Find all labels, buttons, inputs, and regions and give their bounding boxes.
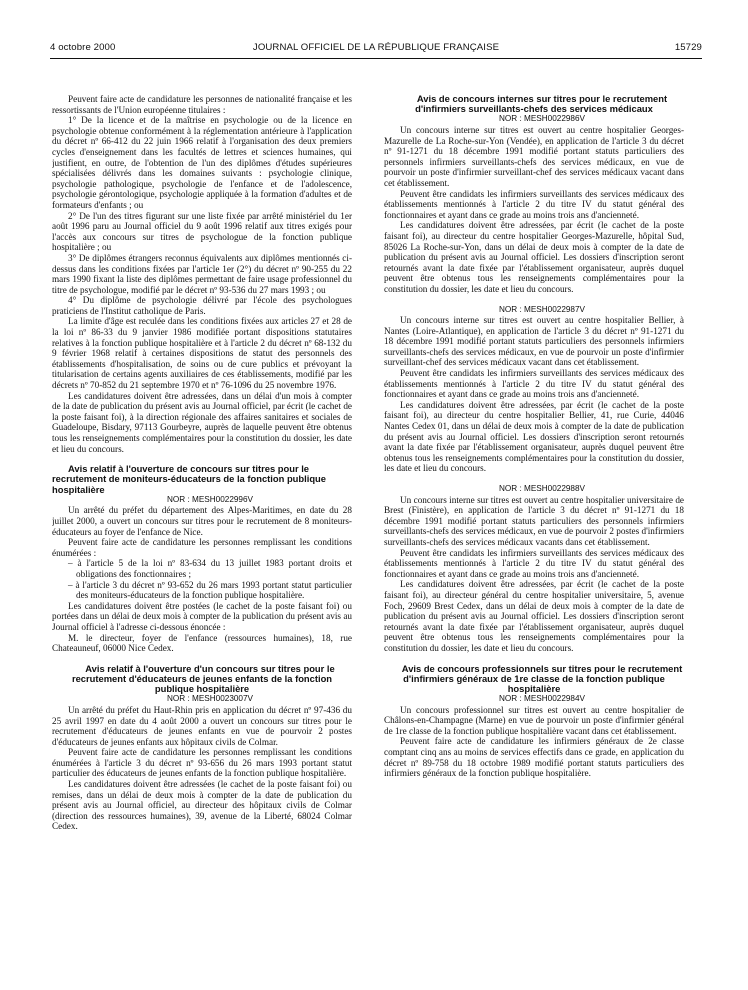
notice-title: Avis de concours internes sur titres pour le recrutement d'infirmiers surveillants-chefs des services médicaux	[415, 94, 668, 115]
header-date: 4 octobre 2000	[50, 42, 116, 53]
notice-title: Avis relatif à l'ouverture de concours sur titres pour le recrutement de moniteurs-éducateurs de la fonction publique hospitalière	[52, 463, 326, 495]
paragraph: La limite d'âge est reculée dans les conditions fixées aux articles 27 et 28 de la loi nº 86-33 du 9 janvier 1986 modifiée portant dispositions statutaires relatives à la fonction publique hospitalière et à l'article 2 du décret nº 68-132 du 9 février 1968 relatif à certaines dispositions de statut des personnels des établissements d'hospitalisation, de soins ou de cure publics et prévoyant la titularisation de certains agents auxiliaires de ces établissements, modifié par les décrets nº 70-852 du 21 septembre 1970 et nº 76-1096 du 25 novembre 1976.	[52, 316, 352, 391]
nor-reference: NOR : MESH0022984V	[498, 694, 585, 704]
list-item: – à l'article 5 de la loi nº 83-634 du 13 juillet 1983 portant droits et obligations des fonctionnaires ;	[68, 558, 352, 579]
header-rule	[50, 58, 702, 59]
paragraph: 1° De la licence et de la maîtrise en psychologie ou de la licence en psychologie obtenue conformément à la réglementation antérieure à l'application du décret nº 66-412 du 22 juin 1966 relatif à l'organisation des deux premiers cycles d'enseignement dans les facultés de lettres et sciences humaines, qui justifient, en outre, de l'obtention de l'un des diplômes d'études supérieures spécialisées délivrés dans les domaines suivants : psychologie clinique, psychologie pathologique, psychologie de l'enfance et de l'adolescence, psychologie gérontologique, psychologie appliquée à la formation d'adultes et de formateurs d'enfants ; ou	[52, 115, 352, 210]
paragraph: Un arrêté du préfet du département des Alpes-Maritimes, en date du 28 juillet 2000, a ouvert un concours sur titres pour le recrutement de 8 moniteurs-éducateurs au foyer de l'enfance de Nice.	[52, 505, 352, 537]
nor-reference: NOR : MESH0022986V	[498, 114, 585, 124]
paragraph: Un concours interne sur titres est ouvert au centre hospitalier Georges-Mazurelle de La Roche-sur-Yon (Vendée), en application de l'article 3 du décret nº 91-1271 du 18 décembre 1991 modifié portant statuts particuliers des personnels infirmiers surveillants-chefs des services médicaux, en vue de pourvoir un poste d'infirmier surveillant-chef des services médicaux vacant dans cet établissement.	[384, 125, 684, 188]
paragraph: Peuvent faire acte de candidature les infirmiers généraux de 2e classe comptant cinq ans au moins de services effectifs dans ce grade, en application du décret nº 89-758 du 18 octobre 1989 modifié portant statuts particuliers des infirmiers généraux de la fonction publique hospitalière.	[384, 736, 684, 779]
paragraph: Les candidatures doivent être adressées (le cachet de la poste faisant foi) ou remises, dans un délai de deux mois à compter de la date de publication du présent avis au Journal officiel, au directeur des hôpitaux civils de Colmar (direction des ressources humaines), 39, avenue de la Liberté, 68024 Colmar Cedex.	[52, 779, 352, 832]
header-page-number: 15729	[674, 42, 702, 53]
conditions-list	[52, 558, 352, 600]
right-column	[384, 94, 684, 974]
paragraph: Un concours interne sur titres est ouvert au centre hospitalier universitaire de Brest (Finistère), en application de l'article 3 du décret nº 91-1271 du 18 décembre 1991 modifié portant statuts particuliers des personnels infirmiers surveillants-chefs des services médicaux, en vue de pourvoir 2 postes d'infirmiers surveillants-chefs des services médicaux vacants dans cet établissement.	[384, 494, 684, 547]
paragraph: Les candidatures doivent être postées (le cachet de la poste faisant foi) ou portées dans un délai de deux mois à compter de la publication du présent avis au Journal officiel à l'adresse ci-dessous énoncée :	[52, 600, 352, 632]
header-journal-title: JOURNAL OFFICIEL DE LA RÉPUBLIQUE FRANÇAISE	[252, 42, 500, 53]
paragraph: Peuvent être candidats les infirmiers surveillants des services médicaux des établissements mentionnés à l'article 2 du titre IV du statut général des fonctionnaires et ayant dans ce grade au moins trois ans d'ancienneté.	[384, 547, 684, 579]
paragraph: Peuvent faire acte de candidature les personnes de nationalité française et les ressortissants de l'Union européenne titulaires :	[52, 94, 352, 115]
notice-title: Avis relatif à l'ouverture d'un concours sur titres pour le recrutement d'éducateurs de jeunes enfants de la fonction publique hospitalière	[71, 662, 335, 695]
paragraph: 3° De diplômes étrangers reconnus équivalents aux diplômes mentionnés ci-dessus dans les conditions fixées par l'article 1er (2°) du décret nº 90-255 du 22 mars 1990 fixant la liste des diplômes permettant de faire usage professionnel du titre de psychologue, modifié par le décret nº 93-536 du 27 mars 1993 ; ou	[52, 252, 352, 295]
nor-reference: NOR : MESH0022987V	[498, 304, 585, 314]
left-column	[52, 94, 352, 974]
paragraph: Un concours interne sur titres est ouvert au centre hospitalier Bellier, à Nantes (Loire-Atlantique), en application de l'article 3 du décret nº 91-1271 du 18 décembre 1991 modifié portant statuts particuliers des personnels infirmiers surveillants-chefs des services médicaux, en vue de pourvoir un poste d'infirmier surveillant-chef des services médicaux vacant dans cet établissement.	[384, 315, 684, 368]
paragraph: 2° De l'un des titres figurant sur une liste fixée par arrêté ministériel du 1er août 1996 paru au Journal officiel du 9 août 1996 relatif aux titres exigés pour l'accès aux concours sur titres de psychologue de la fonction publique hospitalière ; ou	[52, 210, 352, 253]
paragraph: Un arrêté du préfet du Haut-Rhin pris en application du décret nº 97-436 du 25 avril 1997 en date du 4 août 2000 a ouvert un concours sur titres pour le recrutement d'éducateurs de jeunes enfants en vue de pourvoir 2 postes d'éducateurs de jeunes enfants aux hôpitaux civils de Colmar.	[52, 704, 352, 747]
nor-reference: NOR : MESH0023007V	[166, 694, 253, 704]
list-item: – à l'article 3 du décret nº 93-652 du 26 mars 1993 portant statut particulier des moniteurs-éducateurs de la fonction publique hospitalière.	[68, 579, 352, 601]
paragraph: Un concours professionnel sur titres est ouvert au centre hospitalier de Châlons-en-Champagne (Marne) en vue de pourvoir un poste d'infirmier général de 1re classe de la fonction publique hospitalière vacant dans cet établissement.	[384, 704, 684, 736]
paragraph: Peuvent être candidats les infirmiers surveillants des services médicaux des établissements mentionnés à l'article 2 du titre IV du statut général des fonctionnaires et ayant dans ce grade au moins trois ans d'ancienneté.	[384, 368, 684, 400]
paragraph: Peuvent faire acte de candidature les personnes remplissant les conditions énumérées :	[52, 537, 352, 558]
address: M. le directeur, foyer de l'enfance (ressources humaines), 18, rue Chateauneuf, 06000 Nice Cedex.	[52, 632, 352, 654]
paragraph: 4° Du diplôme de psychologie délivré par l'école des psychologues praticiens de l'Institut catholique de Paris.	[52, 295, 352, 316]
page-header	[50, 40, 702, 58]
paragraph: Les candidatures doivent être adressées, par écrit (le cachet de la poste faisant foi), au directeur du centre hospitalier Georges-Mazurelle, hôpital Sud, 85026 La Roche-sur-Yon, dans un délai de deux mois à compter de la date de publication du présent avis au Journal officiel. Les dossiers d'inscription seront retournés avant la date fixée par l'établissement organisateur, auprès duquel peuvent être obtenus tous les renseignements complémentaires pour la constitution du dossier, les date et lieu du concours.	[384, 220, 684, 294]
paragraph: Peuvent être candidats les infirmiers surveillants des services médicaux des établissements mentionnés à l'article 2 du titre IV du statut général des fonctionnaires et ayant dans ce grade au moins trois ans d'ancienneté.	[384, 188, 684, 220]
paragraph: Peuvent faire acte de candidature les personnes remplissant les conditions énumérées à l'article 3 du décret nº 93-656 du 26 mars 1993 portant statut particulier des éducateurs de jeunes enfants de la fonction publique hospitalière.	[52, 747, 352, 779]
nor-reference: NOR : MESH0022996V	[166, 494, 253, 504]
nor-reference: NOR : MESH0022988V	[498, 484, 585, 493]
paragraph: Les candidatures doivent être adressées, par écrit (le cachet de la poste faisant foi), au directeur général du centre hospitalier universitaire, 5, avenue Foch, 29609 Brest Cedex, dans un délai de deux mois à compter de la date de publication du présent avis au Journal officiel. Les dossiers d'inscription seront retournés avant la date fixée par l'établissement organisateur, auprès duquel peuvent être obtenus tous les renseignements complémentaires pour la constitution du dossier, les date et lieu du concours.	[384, 579, 684, 653]
paragraph: Les candidatures doivent être adressées, dans un délai d'un mois à compter de la date de publication du présent avis au Journal officiel, par écrit (le cachet de la poste faisant foi), à la direction régionale des affaires sanitaires et sociales de Guadeloupe, Bisdary, 97113 Gourbeyre, auprès de laquelle peuvent être obtenus tous les renseignements complémentaires pour la constitution du dossier, les date et lieu du concours.	[52, 390, 352, 454]
notice-title: Avis de concours professionnels sur titres pour le recrutement d'infirmiers généraux de 1re classe de la fonction publique hospitalière	[401, 662, 683, 694]
paragraph: Les candidatures doivent être adressées, par écrit (le cachet de la poste faisant foi), au directeur du centre hospitalier Bellier, 41, rue Curie, 44046 Nantes Cedex 01, dans un délai de deux mois à compter de la date de publication du présent avis au Journal officiel. Les dossiers d'inscription seront retournés avant la date fixée par l'établissement organisateur, auprès duquel peuvent être obtenus tous les renseignements complémentaires pour la constitution du dossier, les date et lieu du concours.	[384, 399, 684, 474]
